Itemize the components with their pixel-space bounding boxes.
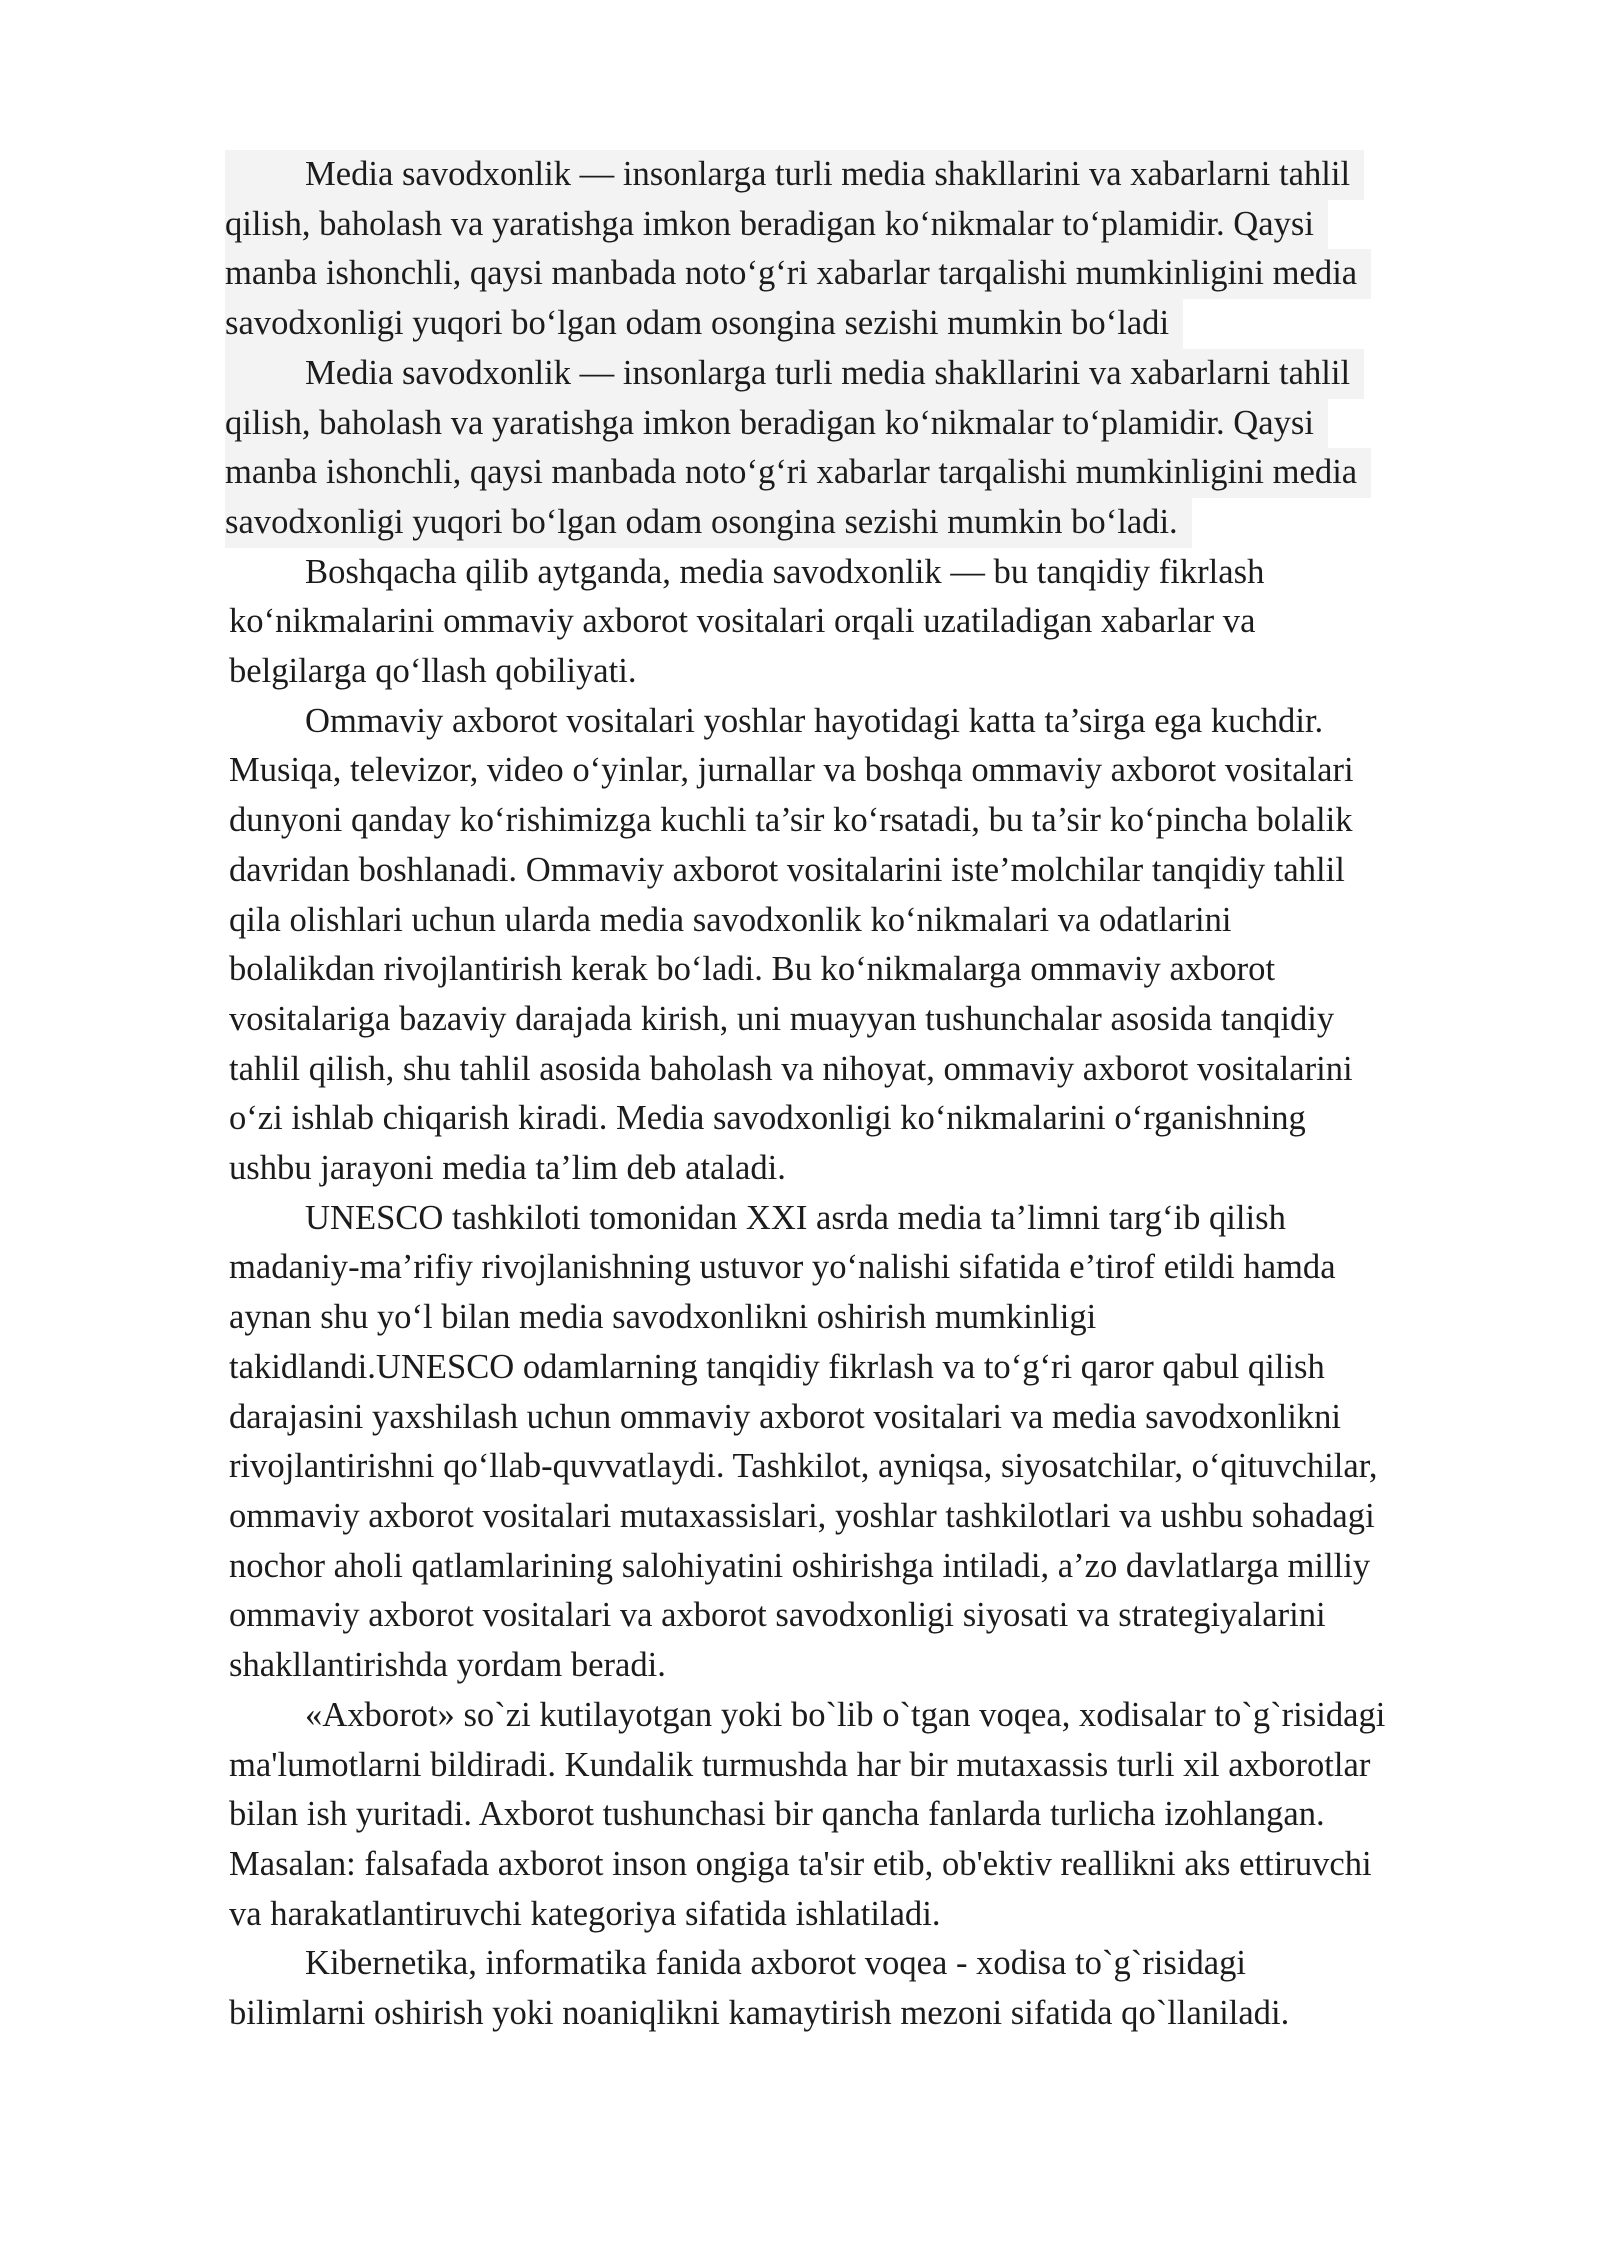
paragraph-cybernetics: [229, 1939, 1491, 2038]
text-line: darajasini yaxshilash uchun ommaviy axborot vositalari va media savodxonlikni: [229, 1397, 1342, 1436]
text-line: Masalan: falsafada axborot inson ongiga ta'sir etib, ob'ektiv reallikni aks ettiruvchi: [229, 1844, 1372, 1883]
text-line: UNESCO tashkiloti tomonidan XXI asrda media ta’limni targ‘ib qilish: [305, 1198, 1286, 1237]
paragraph-media-literacy-definition-repeat: [225, 349, 1491, 548]
text-line: Media savodxonlik — insonlarga turli media shakllarini va xabarlarni tahlil: [225, 349, 1364, 399]
text-line: Kibernetika, informatika fanida axborot voqea - xodisa to`g`risidagi: [305, 1944, 1246, 1983]
paragraph-critical-thinking: [229, 548, 1491, 697]
text-line: manba ishonchli, qaysi manbada noto‘g‘ri xabarlar tarqalishi mumkinligini media: [225, 448, 1371, 498]
text-line: vositalariga bazaviy darajada kirish, uni muayyan tushunchalar asosida tanqidiy: [229, 999, 1335, 1038]
text-line: dunyoni qanday ko‘rishimizga kuchli ta’sir ko‘rsatadi, bu ta’sir ko‘pincha bolalik: [229, 801, 1353, 840]
text-line: savodxonligi yuqori bo‘lgan odam osongina sezishi mumkin bo‘ladi.: [225, 498, 1192, 548]
text-line: Musiqa, televizor, video o‘yinlar, jurnallar va boshqa ommaviy axborot vositalari: [229, 751, 1354, 790]
text-line: bilimlarni oshirish yoki noaniqlikni kamaytirish mezoni sifatida qo`llaniladi.: [229, 1994, 1290, 2033]
text-line: nochor aholi qatlamlarining salohiyatini oshirishga intiladi, a’zo davlatlarga milliy: [229, 1546, 1371, 1585]
text-line: va harakatlantiruvchi kategoriya sifatida ishlatiladi.: [229, 1894, 941, 1933]
text-line: ushbu jarayoni media ta’lim deb ataladi.: [229, 1149, 786, 1188]
text-line: manba ishonchli, qaysi manbada noto‘g‘ri xabarlar tarqalishi mumkinligini media: [225, 249, 1371, 299]
text-line: shakllantirishda yordam beradi.: [229, 1646, 666, 1685]
text-line: bilan ish yuritadi. Axborot tushunchasi bir qancha fanlarda turlicha izohlangan.: [229, 1795, 1325, 1834]
text-line: madaniy-ma’rifiy rivojlanishning ustuvor yo‘nalishi sifatida e’tirof etildi hamda: [229, 1248, 1336, 1287]
paragraph-axborot-definition: [229, 1691, 1491, 1940]
text-line: ko‘nikmalarini ommaviy axborot vositalari orqali uzatiladigan xabarlar va: [229, 602, 1256, 641]
text-line: Ommaviy axborot vositalari yoshlar hayotidagi katta ta’sirga ega kuchdir.: [305, 701, 1324, 740]
text-line: aynan shu yo‘l bilan media savodxonlikni oshirish mumkinligi: [229, 1298, 1097, 1337]
text-line: o‘zi ishlab chiqarish kiradi. Media savodxonligi ko‘nikmalarini o‘rganishning: [229, 1099, 1306, 1138]
paragraph-media-literacy-definition: [225, 150, 1491, 349]
text-line: bolalikdan rivojlantirish kerak bo‘ladi. Bu ko‘nikmalarga ommaviy axborot: [229, 950, 1276, 989]
text-line: tahlil qilish, shu tahlil asosida baholash va nihoyat, ommaviy axborot vositalarini: [229, 1049, 1353, 1088]
text-line: takidlandi.UNESCO odamlarning tanqidiy fikrlash va to‘g‘ri qaror qabul qilish: [229, 1347, 1325, 1386]
text-line: rivojlantirishni qo‘llab-quvvatlaydi. Tashkilot, ayniqsa, siyosatchilar, o‘qituvchilar,: [229, 1447, 1378, 1486]
text-line: ma'lumotlarni bildiradi. Kundalik turmushda har bir mutaxassis turli xil axborotlar: [229, 1745, 1371, 1784]
text-line: «Axborot» so`zi kutilayotgan yoki bo`lib o`tgan voqea, xodisalar to`g`risidagi: [305, 1695, 1386, 1734]
text-line: qilish, baholash va yaratishga imkon beradigan ko‘nikmalar to‘plamidir. Qaysi: [225, 399, 1328, 449]
paragraph-mass-media-youth: [229, 697, 1491, 1194]
text-line: davridan boshlanadi. Ommaviy axborot vositalarini iste’molchilar tanqidiy tahlil: [229, 850, 1345, 889]
document-body: [225, 150, 1491, 2039]
text-line: qila olishlari uchun ularda media savodxonlik ko‘nikmalari va odatlarini: [229, 900, 1232, 939]
text-line: Boshqacha qilib aytganda, media savodxonlik — bu tanqidiy fikrlash: [305, 552, 1265, 591]
text-line: ommaviy axborot vositalari va axborot savodxonligi siyosati va strategiyalarini: [229, 1596, 1326, 1635]
text-line: belgilarga qo‘llash qobiliyati.: [229, 652, 637, 691]
text-line: Media savodxonlik — insonlarga turli media shakllarini va xabarlarni tahlil: [225, 150, 1364, 200]
paragraph-unesco: [229, 1194, 1491, 1691]
text-line: savodxonligi yuqori bo‘lgan odam osongina sezishi mumkin bo‘ladi: [225, 299, 1183, 349]
text-line: ommaviy axborot vositalari mutaxassislari, yoshlar tashkilotlari va ushbu sohadagi: [229, 1496, 1375, 1535]
text-line: qilish, baholash va yaratishga imkon beradigan ko‘nikmalar to‘plamidir. Qaysi: [225, 200, 1328, 250]
